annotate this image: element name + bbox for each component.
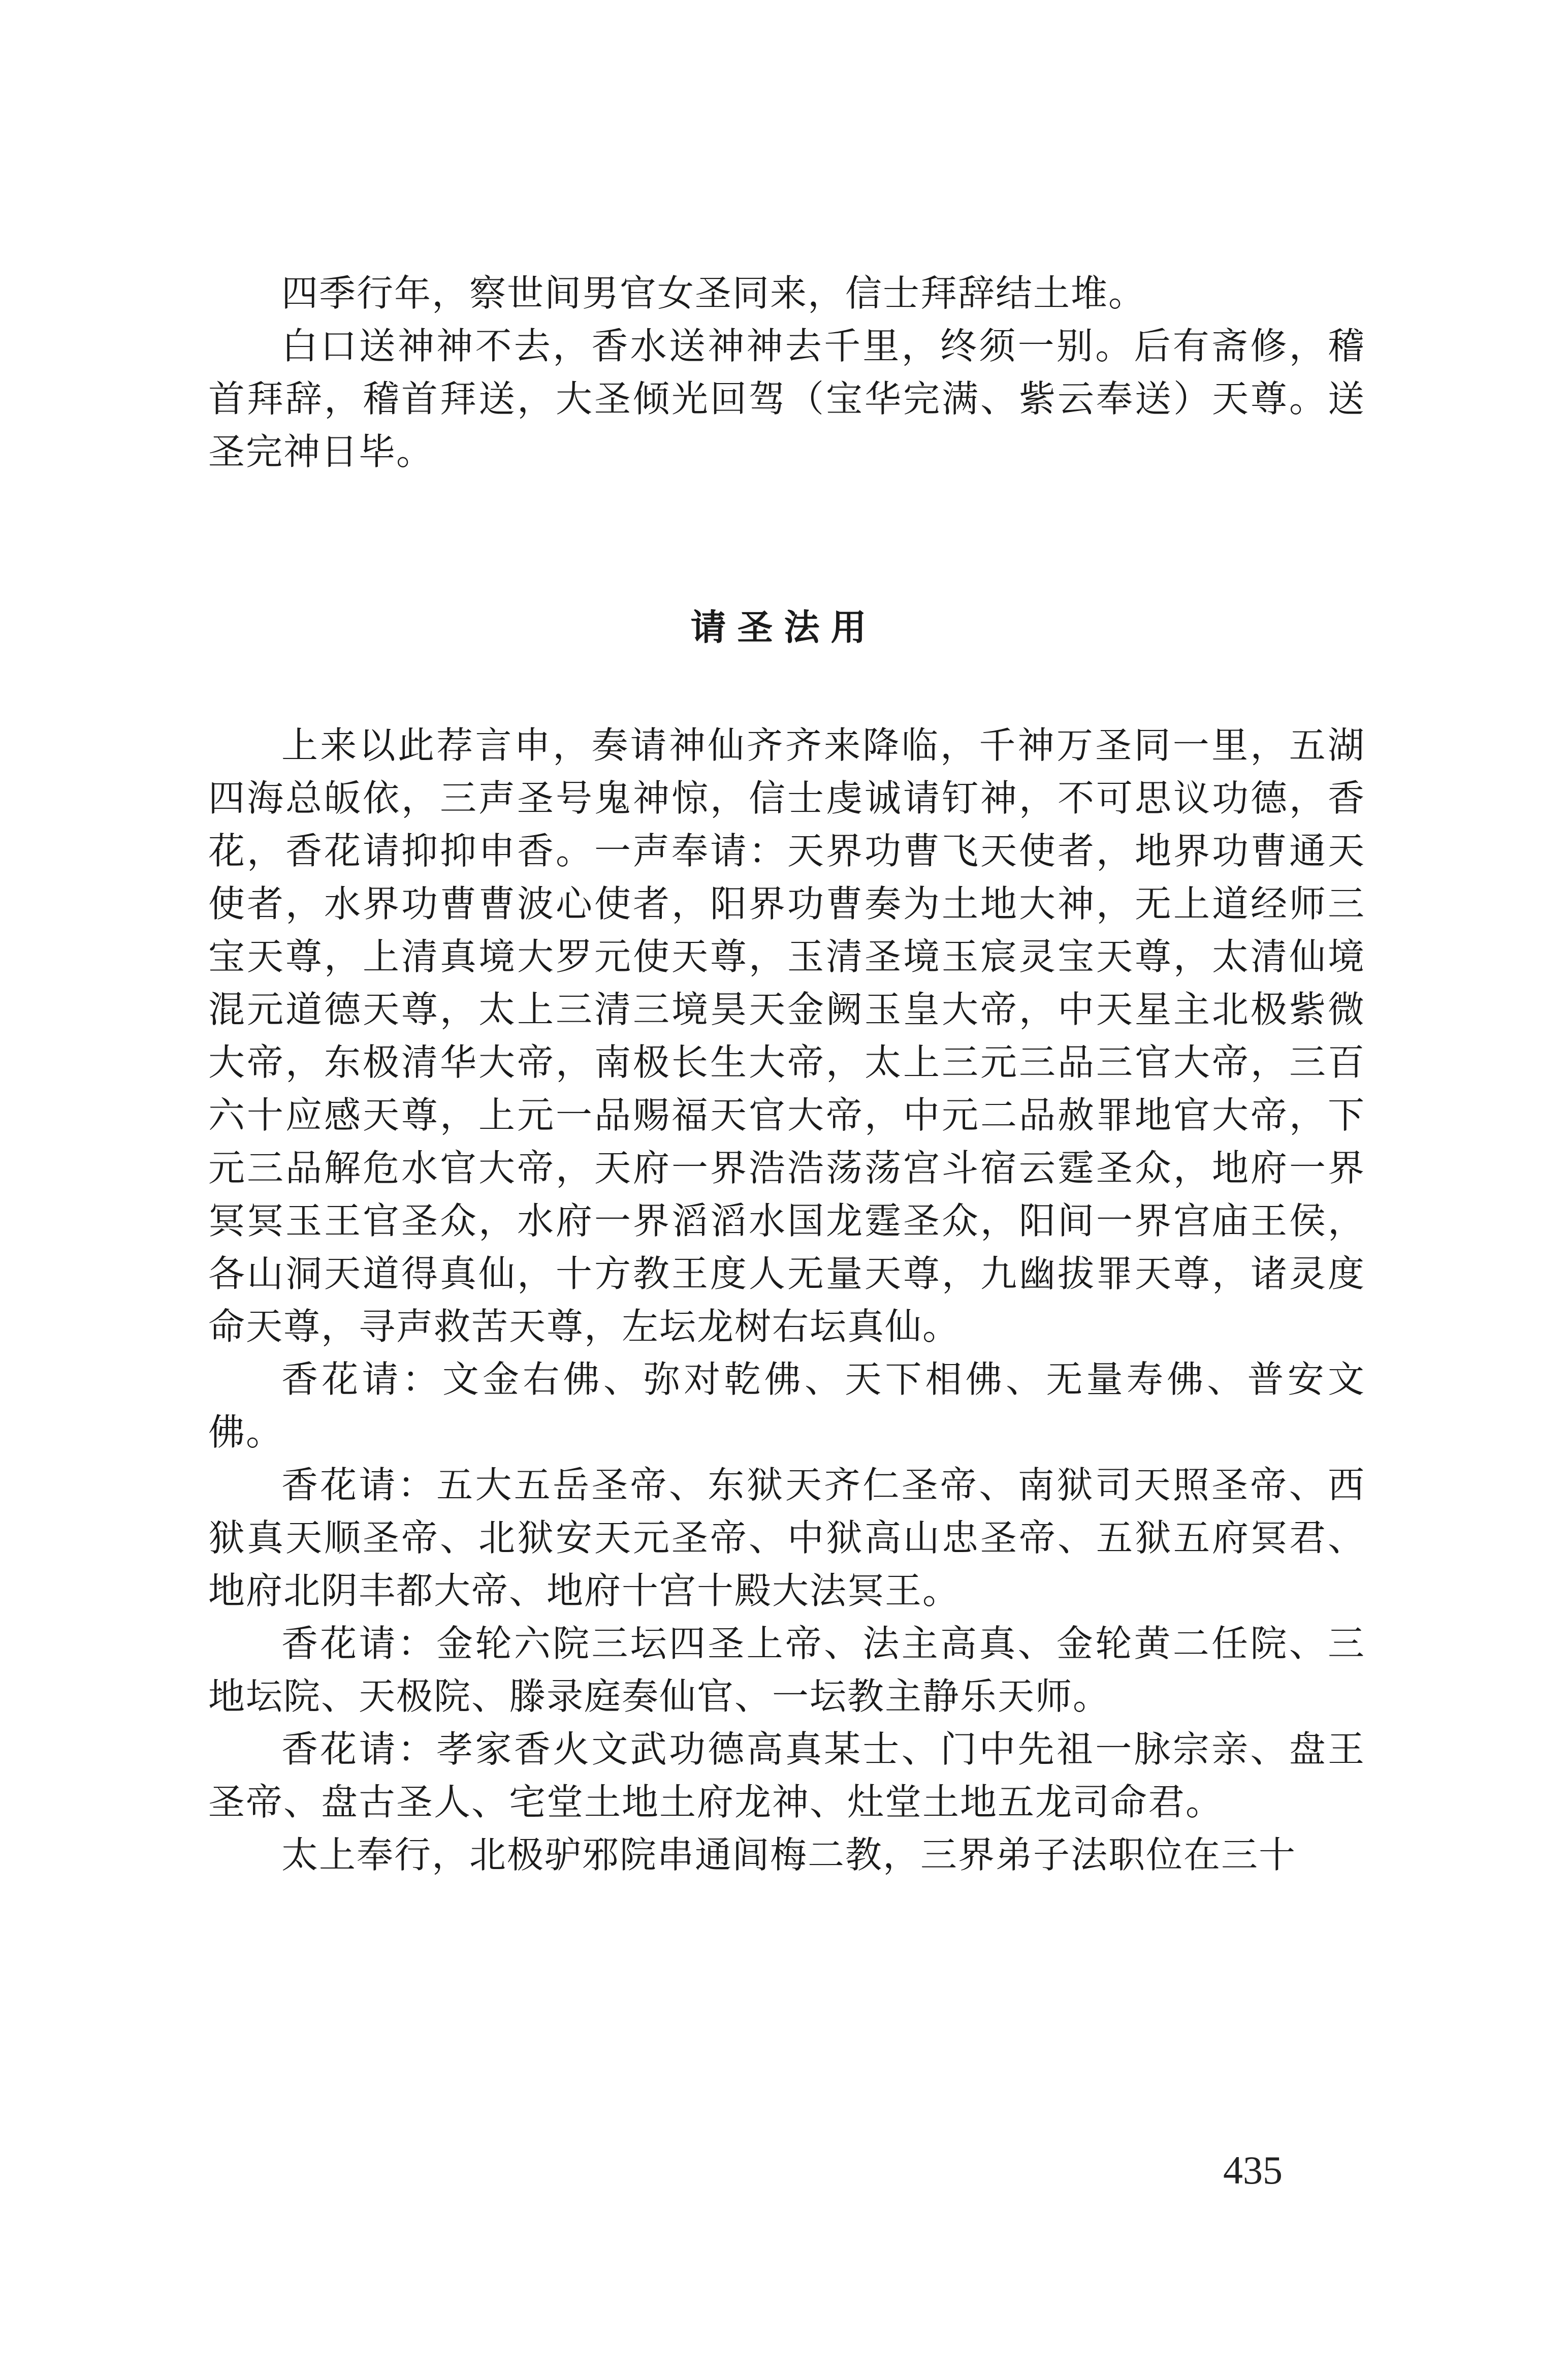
- paragraph: 太上奉行，北极驴邪院串通闾梅二教，三界弟子法职位在三十: [281, 1833, 1297, 1876]
- paragraph: 四季行年，察世间男官女圣同来，信士拜辞结土堆。: [281, 272, 1146, 314]
- paragraph: 香花请：文金右佛、弥对乾佛、天下相佛、无量寿佛、普安文佛。: [208, 1358, 1365, 1453]
- invocation-text-block: [208, 719, 1365, 1881]
- paragraph: 香花请：金轮六院三坛四圣上帝、法主高真、金轮黄二任院、三地坛院、天极院、滕录庭奏仙官、一坛教主静乐天师。: [208, 1622, 1365, 1718]
- paragraph: 白口送神神不去，香水送神神去千里，终须一别。后有斋修，稽首拜辞，稽首拜送，大圣倾光回驾（宝华完满、紫云奉送）天尊。送圣完神日毕。: [208, 325, 1365, 473]
- page-number: 435: [1223, 2148, 1283, 2192]
- paragraph: 香花请：五大五岳圣帝、东狱天齐仁圣帝、南狱司天照圣帝、西狱真天顺圣帝、北狱安天元圣帝、中狱高山忠圣帝、五狱五府冥君、地府北阴丰都大帝、地府十宫十殿大法冥王。: [208, 1464, 1365, 1612]
- section-heading: 请圣法用: [690, 607, 878, 648]
- paragraph: 上来以此荐言申，奏请神仙齐齐来降临，千神万圣同一里，五湖四海总皈依，三声圣号鬼神惊，信士虔诚请钉神，不可思议功德，香花，香花请抑抑申香。一声奉请：天界功曹飞天使者，地界功曹通天使者，水界功曹曹波心使者，阳界功曹奏为土地大神，无上道经师三宝天尊，上清真境大罗元使天尊，玉清圣境玉宸灵宝天尊，太清仙境混元道德天尊，太上三清三境昊天金阙玉皇大帝，中天星主北极紫微大帝，东极清华大帝，南极长生大帝，太上三元三品三官大帝，三百六十应感天尊，上元一品赐福天官大帝，中元二品赦罪地官大帝，下元三品解危水官大帝，天府一界浩浩荡荡宫斗宿云霆圣众，地府一界冥冥玉王官圣众，水府一界滔滔水国龙霆圣众，阳间一界宫庙王侯，各山洞天道得真仙，十方教王度人无量天尊，九幽拔罪天尊，诸灵度命天尊，寻声救苦天尊，左坛龙树右坛真仙。: [208, 724, 1365, 1348]
- closing-text-block: [208, 267, 1365, 478]
- paragraph: 香花请：孝家香火文武功德高真某士、门中先祖一脉宗亲、盘王圣帝、盘古圣人、宅堂土地土府龙神、灶堂土地五龙司命君。: [208, 1728, 1365, 1823]
